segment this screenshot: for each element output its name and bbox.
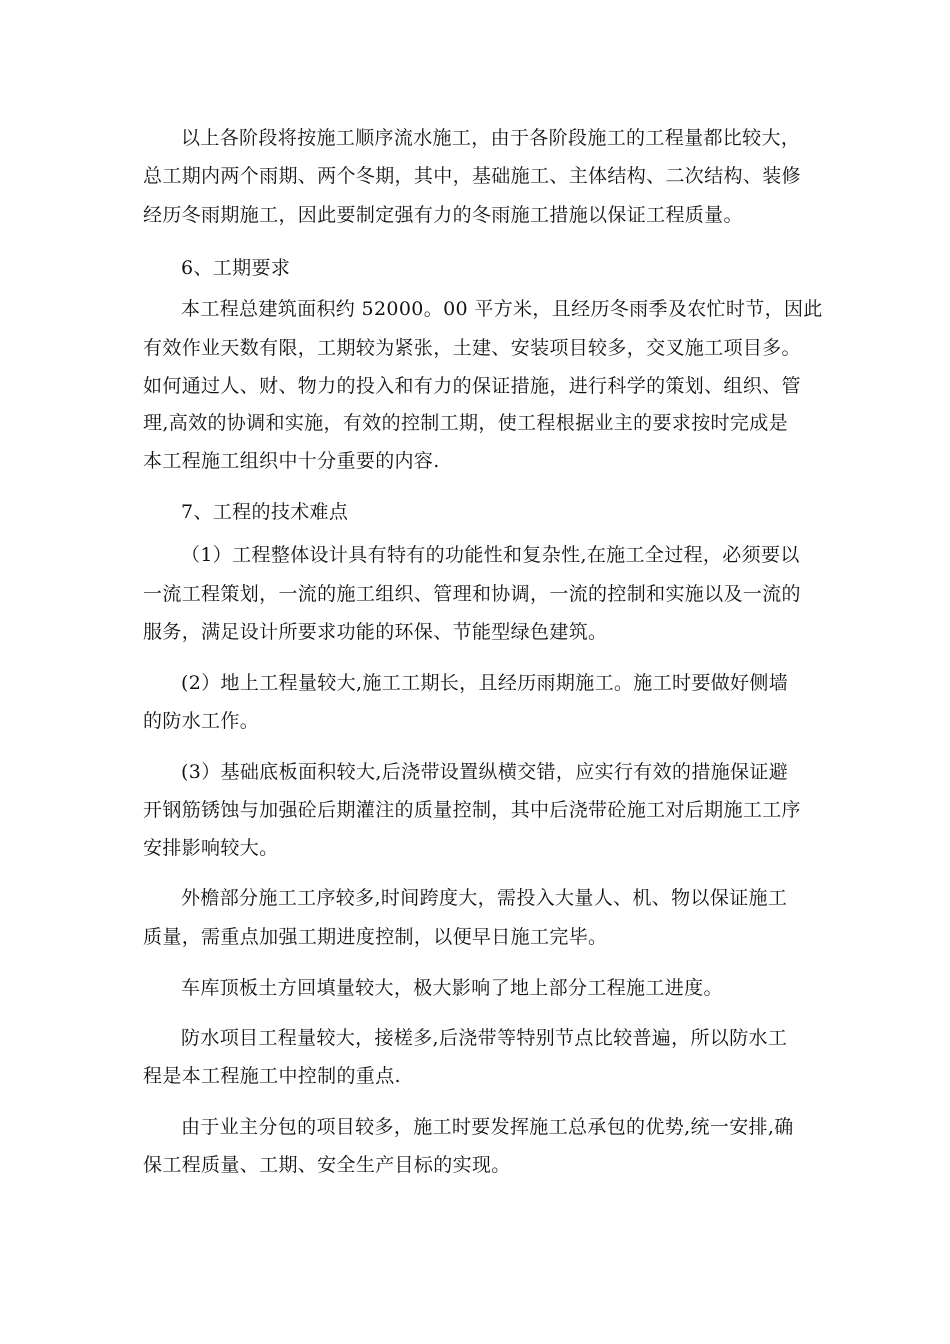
para-1-line-3: 经历冬雨期施工，因此要制定强有力的冬雨施工措施以保证工程质量。 — [143, 204, 743, 226]
para-6-line-1: 由于业主分包的项目较多，施工时要发挥施工总承包的优势,统一安排,确 — [181, 1116, 794, 1138]
item-1-line-1: （1）工程整体设计具有特有的功能性和复杂性,在施工全过程，必须要以 — [181, 544, 800, 566]
para-2-line-3: 如何通过人、财、物力的投入和有力的保证措施，进行科学的策划、组织、管 — [143, 375, 801, 397]
para-2-line-2: 有效作业天数有限，工期较为紧张，土建、安装项目较多，交叉施工项目多。 — [143, 337, 801, 359]
para-1-line-1: 以上各阶段将按施工顺序流水施工，由于各阶段施工的工程量都比较大， — [181, 127, 801, 149]
item-3-line-2: 开钢筋锈蚀与加强砼后期灌注的质量控制，其中后浇带砼施工对后期施工工序 — [143, 799, 801, 821]
para-1-line-2: 总工期内两个雨期、两个冬期，其中，基础施工、主体结构、二次结构、装修 — [143, 165, 801, 187]
para-5-line-1: 防水项目工程量较大，接槎多,后浇带等特别节点比较普遍，所以防水工 — [181, 1027, 788, 1049]
para-2-line-1: 本工程总建筑面积约 52000。00 平方米，且经历冬雨季及农忙时节，因此 — [181, 298, 823, 320]
section-6-heading: 6、工期要求 — [181, 257, 291, 279]
item-1-line-3: 服务，满足设计所要求功能的环保、节能型绿色建筑。 — [143, 621, 608, 643]
para-6-line-2: 保工程质量、工期、安全生产目标的实现。 — [143, 1154, 511, 1176]
para-3-line-2: 质量，需重点加强工期进度控制，以便早日施工完毕。 — [143, 926, 608, 948]
item-3-line-3: 安排影响较大。 — [143, 837, 279, 859]
para-3-line-1: 外檐部分施工工序较多,时间跨度大，需投入大量人、机、物以保证施工 — [181, 887, 788, 909]
item-2-line-1: (2）地上工程量较大,施工工期长，且经历雨期施工。施工时要做好侧墙 — [181, 672, 789, 694]
para-5-line-2: 程是本工程施工中控制的重点. — [143, 1065, 401, 1087]
item-3-line-1: (3）基础底板面积较大,后浇带设置纵横交错，应实行有效的措施保证避 — [181, 761, 789, 783]
item-2-line-2: 的防水工作。 — [143, 710, 260, 732]
para-2-line-5: 本工程施工组织中十分重要的内容. — [143, 450, 440, 472]
para-4-line-1: 车库顶板土方回填量较大，极大影响了地上部分工程施工进度。 — [181, 977, 723, 999]
section-7-heading: 7、工程的技术难点 — [181, 501, 349, 523]
para-2-line-4: 理,高效的协调和实施，有效的控制工期，使工程根据业主的要求按时完成是 — [143, 412, 788, 434]
item-1-line-2: 一流工程策划，一流的施工组织、管理和协调，一流的控制和实施以及一流的 — [143, 583, 801, 605]
